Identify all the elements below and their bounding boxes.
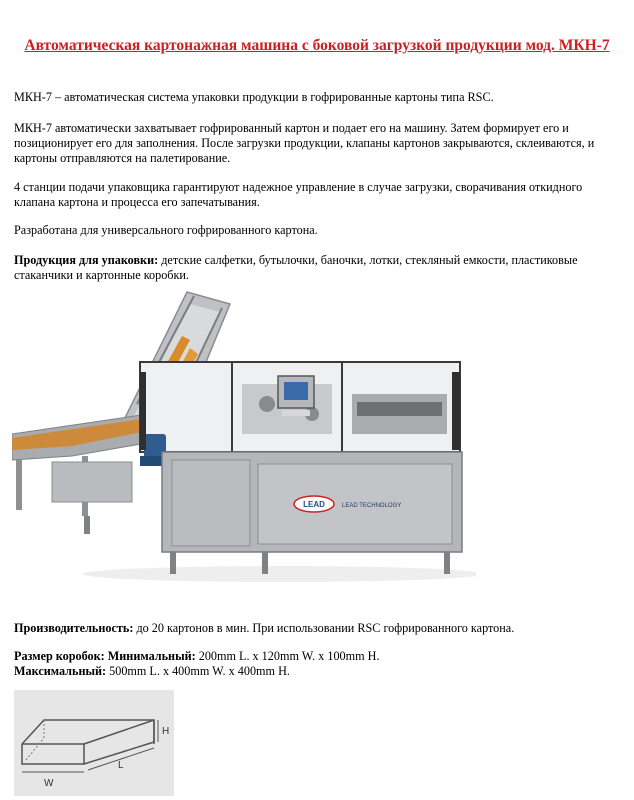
box-size-label: Размер коробок: — [14, 649, 105, 663]
max-size-text: 500mm L. x 400mm W. x 400mm H. — [106, 664, 290, 678]
max-label: Максимальный: — [14, 664, 107, 678]
products-paragraph — [14, 253, 614, 283]
diagram-label-h: H — [162, 726, 170, 737]
machine-photo — [12, 284, 476, 584]
diagram-label-l: L — [118, 760, 124, 771]
diagram-label-w: W — [44, 778, 54, 789]
description-paragraph: МКН-7 автоматически захватывает гофрированный картон и подает его на машину. Затем формирует его и позиционирует его для заполнения. После загрузки продукции, клапаны картонов закрываются, склеиваются, и картоны отправляются на палетирование. — [14, 121, 595, 165]
box-size-max-line — [14, 664, 614, 679]
page-title: Автоматическая картонажная машина с боковой загрузкой продукции мод. МКН-7 — [24, 37, 610, 54]
min-label: Минимальный: — [107, 649, 196, 663]
performance-text: до 20 картонов в мин. При использовании RSC гофрированного картона. — [133, 621, 515, 635]
performance-paragraph — [14, 621, 614, 636]
machine-logo: LEAD — [303, 500, 325, 509]
min-size-text: 200mm L. x 120mm W. x 100mm H. — [195, 649, 380, 663]
products-label: Продукция для упаковки: — [14, 253, 159, 267]
performance-label: Производительность: — [14, 621, 134, 635]
products-text: детские салфетки, бутылочки, баночки, лотки, стекляный емкости, пластиковые стаканчики и картонные коробки. — [14, 253, 578, 282]
stations-paragraph: 4 станции подачи упаковщика гарантируют надежное управление в случае загрузки, сворачивания откидного клапана картона и процесса его запечатывания. — [14, 180, 583, 209]
intro-paragraph: МКН-7 – автоматическая система упаковки продукции в гофрированные картоны типа RSC. — [14, 90, 494, 104]
box-dimension-diagram — [14, 690, 174, 796]
machine-brand-text: LEAD TECHNOLOGY — [342, 503, 402, 509]
box-size-min-line — [14, 649, 614, 664]
designed-for-paragraph: Разработана для универсального гофрированного картона. — [14, 223, 318, 237]
